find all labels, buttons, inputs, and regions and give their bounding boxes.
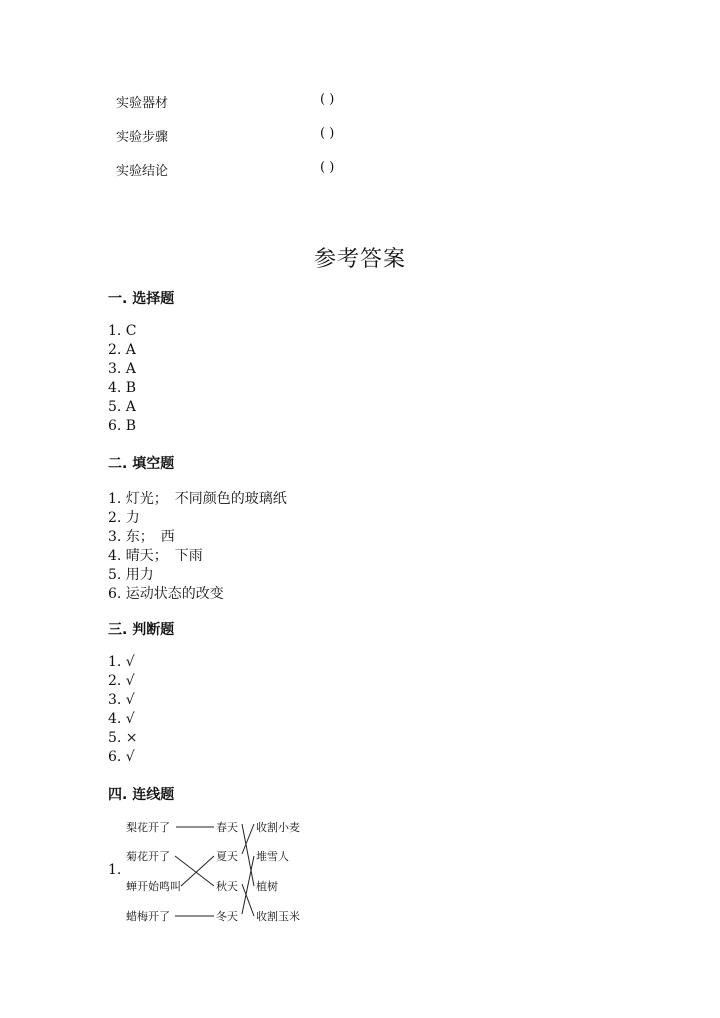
fill-blank-answer: 1. 灯光； 不同颜色的玻璃纸: [108, 491, 287, 507]
section-heading-fill-blank: 二. 填空题: [108, 456, 175, 472]
true-false-answer: 2. √: [108, 673, 135, 689]
experiment-paren-equipment: ( ): [320, 92, 335, 107]
true-false-answer: 3. √: [108, 692, 135, 708]
matching-left-item: 菊花开了: [126, 850, 170, 863]
matching-left-item: 梨花开了: [126, 821, 170, 834]
matching-middle-item: 秋天: [216, 880, 238, 893]
experiment-label-conclusion: 实验结论: [116, 164, 169, 179]
matching-middle-item: 冬天: [216, 910, 238, 923]
choice-answer: 1. C: [108, 323, 137, 339]
true-false-answer: 6. √: [108, 749, 135, 765]
matching-right-item: 植树: [256, 880, 278, 893]
matching-right-item: 收割玉米: [256, 910, 300, 923]
section-heading-true-false: 三. 判断题: [108, 622, 175, 638]
matching-middle-item: 夏天: [216, 850, 238, 863]
section-heading-choice: 一. 选择题: [108, 291, 175, 307]
fill-blank-answer: 3. 东； 西: [108, 529, 175, 545]
section-heading-matching: 四. 连线题: [108, 787, 175, 803]
experiment-paren-conclusion: ( ): [320, 160, 335, 175]
matching-middle-item: 春天: [216, 821, 238, 834]
choice-answer: 3. A: [108, 361, 136, 377]
true-false-answer: 5. ×: [108, 730, 138, 746]
match-line-spring-plant-trees: [242, 824, 254, 886]
choice-answer: 5. A: [108, 399, 136, 415]
true-false-answer: 4. √: [108, 711, 135, 727]
experiment-label-equipment: 实验器材: [116, 96, 169, 111]
matching-right-item: 堆雪人: [256, 850, 289, 863]
experiment-paren-steps: ( ): [320, 126, 335, 141]
match-line-winter-snowman: [242, 856, 254, 914]
fill-blank-answer: 6. 运动状态的改变: [108, 586, 224, 602]
matching-left-item: 蝉开始鸣叫: [126, 880, 181, 893]
choice-answer: 2. A: [108, 342, 136, 358]
fill-blank-answer: 2. 力: [108, 510, 140, 526]
match-line-autumn-corn: [242, 884, 254, 916]
true-false-answer: 1. √: [108, 654, 135, 670]
answer-key-title: 参考答案: [313, 247, 406, 272]
experiment-label-steps: 实验步骤: [116, 130, 169, 145]
match-line-summer-wheat: [242, 824, 254, 854]
fill-blank-answer: 4. 晴天； 下雨: [108, 548, 203, 564]
matching-answer-number: 1.: [108, 862, 122, 878]
choice-answer: 6. B: [108, 418, 137, 434]
fill-blank-answer: 5. 用力: [108, 567, 154, 583]
match-line-cicada-summer: [181, 856, 214, 886]
matching-left-item: 蜡梅开了: [126, 910, 170, 923]
matching-diagram: [108, 812, 328, 932]
choice-answer: 4. B: [108, 380, 137, 396]
matching-right-item: 收割小麦: [256, 821, 300, 834]
